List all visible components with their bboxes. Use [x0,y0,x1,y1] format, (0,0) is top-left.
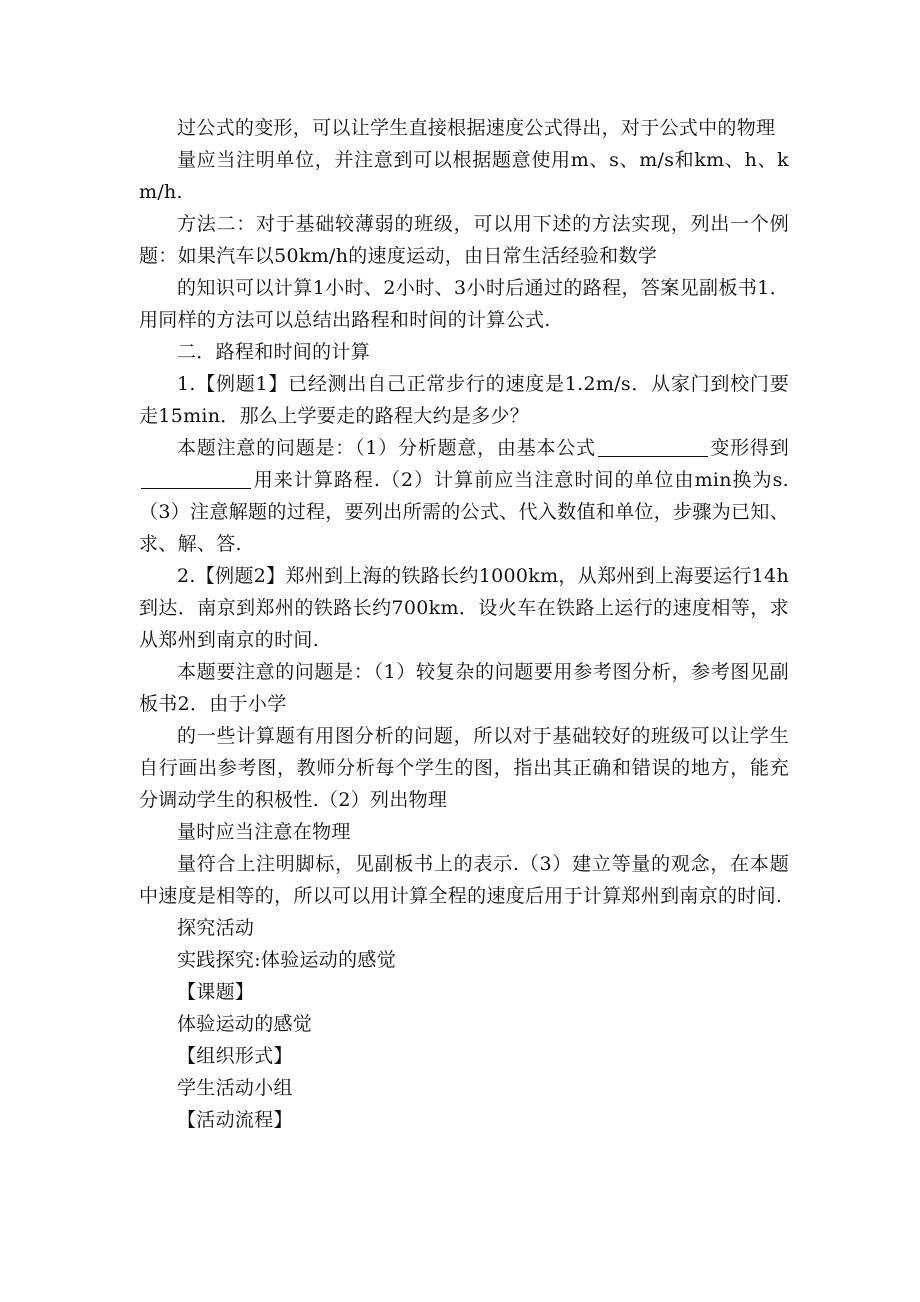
label-organization: 【组织形式】 [177,1045,293,1067]
document-page [139,112,789,1136]
paragraph-calc-knowledge: 的知识可以计算1小时、2小时、3小时后通过的路程，答案见副板书1．用同样的方法可以总结出路程和时间的计算公式. [139,277,789,331]
paragraph-formula-transform: 过公式的变形，可以让学生直接根据速度公式得出，对于公式中的物理 [177,117,776,139]
fill-blank-2 [141,468,251,489]
paragraph-subscript-note: 量符合上注明脚标，见副板书上的表示.（3）建立等量的观念，在本题中速度是相等的，所以可以用计算全程的速度后用于计算郑州到南京的时间. [139,853,789,907]
paragraph-units: 量应当注明单位，并注意到可以根据题意使用m、s、m/s和km、h、km/h. [139,149,789,203]
notes-text-part-3: 用来计算路程.（2）计算前应当注意时间的单位由min换为s.（3）注意解题的过程，要列出所需的公式、代入数值和单位，步骤为已知、求、解、答. [139,469,789,555]
paragraph-diagram-analysis: 的一些计算题有用图分析的问题，所以对于基础较好的班级可以让学生自行画出参考图，教师分析每个学生的图，指出其正确和错误的地方，能充分调动学生的积极性.（2）列出物理 [139,725,789,811]
paragraph-method-two: 方法二：对于基础较薄弱的班级，可以用下述的方法实现，列出一个例题：如果汽车以50km/h的速度运动，由日常生活经验和数学 [139,213,789,267]
heading-inquiry-activity: 探究活动 [177,917,255,939]
label-topic: 【课题】 [177,981,255,1003]
notes-text-part-2: 变形得到 [709,437,789,459]
paragraph-example-1: 1.【例题1】已经测出自己正常步行的速度是1.2m/s．从家门到校门要走15min．那么上学要走的路程大约是多少？ [139,373,789,427]
notes-text-part-1: 本题注意的问题是：（1）分析题意，由基本公式 [177,437,596,459]
fill-blank-1 [598,436,708,457]
heading-practice-inquiry: 实践探究:体验运动的感觉 [177,949,397,971]
organization-value: 学生活动小组 [177,1077,293,1099]
label-activity-flow: 【活动流程】 [177,1109,293,1131]
section-heading-path-time: 二．路程和时间的计算 [177,341,371,363]
paragraph-example-1-notes [139,432,789,560]
paragraph-example-2-notes: 本题要注意的问题是：（1）较复杂的问题要用参考图分析，参考图见副板书2．由于小学 [139,661,789,715]
paragraph-quantity-note: 量时应当注意在物理 [177,821,351,843]
topic-value: 体验运动的感觉 [177,1013,313,1035]
paragraph-example-2: 2.【例题2】郑州到上海的铁路长约1000km，从郑州到上海要运行14h到达．南京到郑州的铁路长约700km．设火车在铁路上运行的速度相等，求从郑州到南京的时间. [139,565,789,651]
